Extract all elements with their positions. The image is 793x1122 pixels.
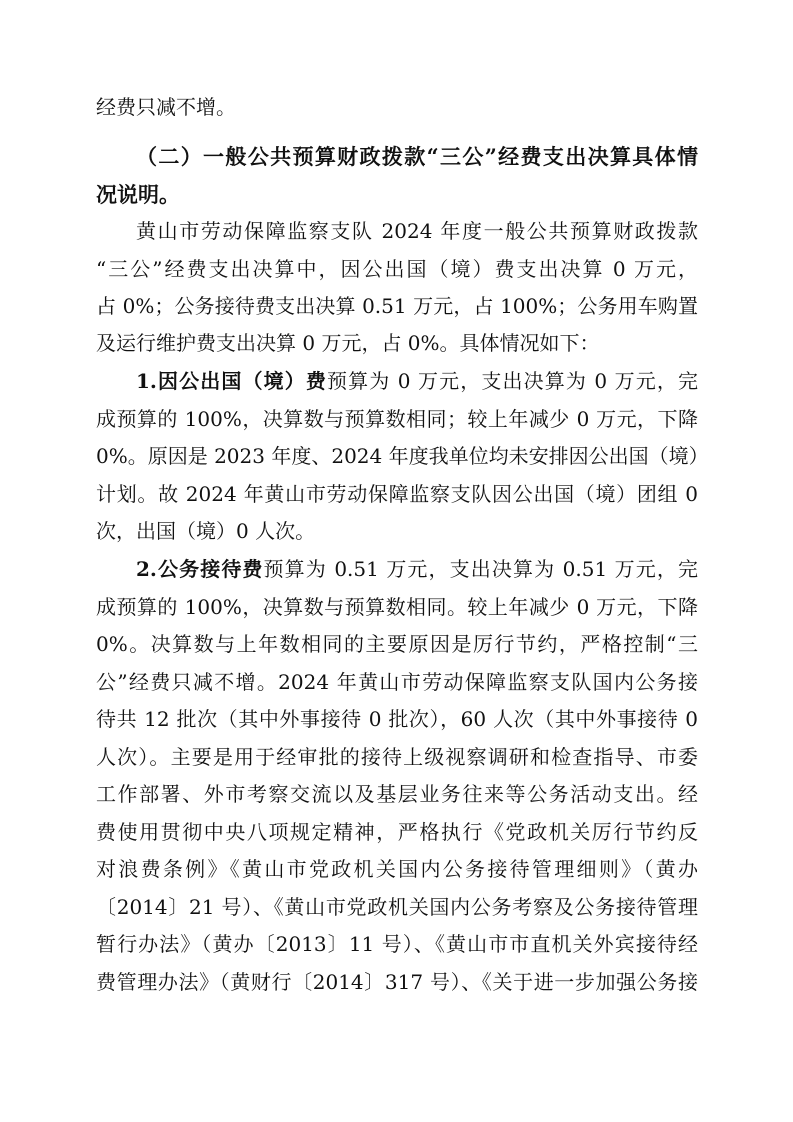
paragraph-line: 占 0%；公务接待费支出决算 0.51 万元，占 100%；公务用车购置 xyxy=(96,294,698,318)
paragraph-line: 黄山市劳动保障监察支队 2024 年度一般公共预算财政拨款 xyxy=(136,219,698,243)
paragraph-line: 计划。故 2024 年黄山市劳动保障监察支队因公出国（境）团组 0 xyxy=(96,482,698,506)
text-line: 经费只减不增。 xyxy=(96,95,236,119)
paragraph-line: 费管理办法》（黄财行〔2014〕317 号）、《关于进一步加强公务接 xyxy=(96,970,698,994)
paragraph-line: 人次）。主要是用于经审批的接待上级视察调研和检查指导、市委 xyxy=(96,745,698,769)
paragraph-line: 〔2014〕21 号）、《黄山市党政机关国内公务考察及公务接待管理 xyxy=(96,895,698,919)
paragraph-line: “三公”经费支出决算中，因公出国（境）费支出决算 0 万元， xyxy=(96,257,698,281)
section-heading: （二）一般公共预算财政拨款“三公”经费支出决算具体情 xyxy=(136,144,698,169)
paragraph-line: 暂行办法》（黄办〔2013〕11 号）、《黄山市市直机关外宾接待经 xyxy=(96,932,698,956)
section-heading-cont: 况说明。 xyxy=(96,182,180,207)
item2-label: 2.公务接待费 xyxy=(136,557,264,581)
paragraph-line: 待共 12 批次（其中外事接待 0 批次），60 人次（其中外事接待 0 xyxy=(96,707,698,731)
item2-text: 预算为 0.51 万元，支出决算为 0.51 万元，完 xyxy=(263,557,698,581)
paragraph-line: 对浪费条例》《黄山市党政机关国内公务接待管理细则》（黄办 xyxy=(96,857,698,881)
paragraph-line: 公”经费只减不增。2024 年黄山市劳动保障监察支队国内公务接 xyxy=(96,670,698,694)
paragraph-line: 及运行维护费支出决算 0 万元，占 0%。具体情况如下： xyxy=(96,331,600,355)
item1-first-line xyxy=(96,366,698,396)
paragraph-line: 成预算的 100%，决算数与预算数相同。较上年减少 0 万元，下降 xyxy=(96,595,698,619)
item2-first-line xyxy=(96,554,698,584)
item1-label: 1.因公出国（境）费 xyxy=(136,369,327,393)
paragraph-line: 次，出国（境）0 人次。 xyxy=(96,519,316,543)
paragraph-line: 成预算的 100%，决算数与预算数相同；较上年减少 0 万元，下降 xyxy=(96,407,698,431)
paragraph-line: 0%。原因是 2023 年度、2024 年度我单位均未安排因公出国（境） xyxy=(96,444,709,468)
paragraph-line: 工作部署、外市考察交流以及基层业务往来等公务活动支出。经 xyxy=(96,782,698,806)
paragraph-line: 0%。决算数与上年数相同的主要原因是厉行节约，严格控制“三 xyxy=(96,632,698,656)
item1-text: 预算为 0 万元，支出决算为 0 万元，完 xyxy=(326,369,698,393)
paragraph-line: 费使用贯彻中央八项规定精神，严格执行《党政机关厉行节约反 xyxy=(96,820,698,844)
